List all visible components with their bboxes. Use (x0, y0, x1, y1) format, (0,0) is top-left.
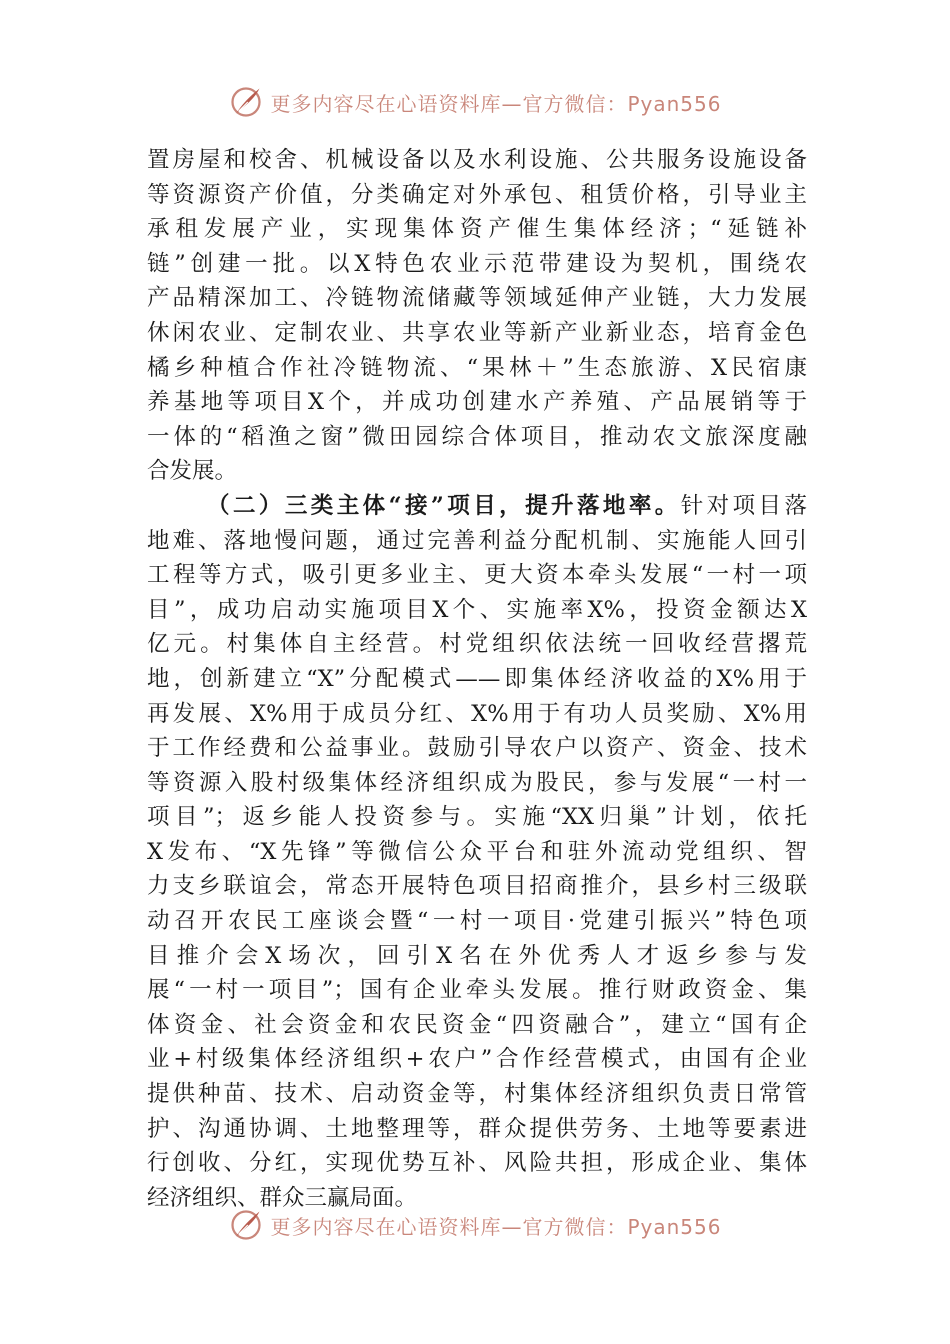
feather-pen-icon (228, 1207, 264, 1240)
body-line: 一体的“稻渔之窗”微田园综合体项目，推动农文旅深度融 (147, 423, 807, 450)
body-line: 体资金、社会资金和农民资金“四资融合”，建立“国有企 (147, 1011, 807, 1038)
body-line: 经济组织、群众三赢局面。 (147, 1184, 418, 1211)
watermark-text: 更多内容尽在心语资料库—官方微信：Pyan556 (270, 1214, 722, 1239)
body-line: 力支乡联谊会，常态开展特色项目招商推介，县乡村三级联 (147, 873, 807, 900)
footer-watermark (0, 1202, 950, 1240)
body-line: 动召开农民工座谈会暨“一村一项目·党建引振兴”特色项 (147, 908, 807, 935)
body-line: 工程等方式，吸引更多业主、更大资本牵头发展“一村一项 (147, 562, 807, 589)
body-line: 亿元。村集体自主经营。村党组织依法统一回收经营撂荒 (147, 631, 807, 658)
body-line: 于工作经费和公益事业。鼓励引导农户以资产、资金、技术 (147, 735, 807, 762)
body-line: 休闲农业、定制农业、共享农业等新产业新业态，培育金色 (147, 319, 807, 346)
document-body (147, 143, 807, 1215)
section-heading-line (147, 489, 807, 524)
body-line: 项目”；返乡能人投资参与。实施“XX归巢”计划，依托 (147, 804, 807, 831)
body-line: 合发展。 (147, 458, 238, 485)
body-text: 针对项目落 (680, 492, 807, 519)
body-line: 护、沟通协调、土地整理等，群众提供劳务、土地等要素进 (147, 1115, 807, 1142)
body-line: 目”，成功启动实施项目X个、实施率X%，投资金额达X (147, 596, 807, 623)
body-line: 等资源入股村级集体经济组织成为股民，参与发展“一村一 (147, 769, 807, 796)
body-line: 地，创新建立“X”分配模式——即集体经济收益的X%用于 (147, 665, 807, 692)
section-heading: （二）三类主体“接”项目，提升落地率。 (207, 492, 681, 519)
body-line: X发布、“X先锋”等微信公众平台和驻外流动党组织、智 (147, 838, 807, 865)
body-line: 链”创建一批。以X特色农业示范带建设为契机，围绕农 (147, 250, 807, 277)
body-line: 提供种苗、技术、启动资金等，村集体经济组织负责日常管 (147, 1081, 807, 1108)
body-line: 行创收、分红，实现优势互补、风险共担，形成企业、集体 (147, 1150, 807, 1177)
body-line: 养基地等项目X个，并成功创建水产养殖、产品展销等于 (147, 389, 807, 416)
body-line: 承租发展产业，实现集体资产催生集体经济；“延链补 (147, 216, 807, 243)
body-line: 再发展、X%用于成员分红、X%用于有功人员奖励、X%用 (147, 700, 807, 727)
body-line: 展“一村一项目”；国有企业牵头发展。推行财政资金、集 (147, 977, 807, 1004)
feather-pen-icon (228, 84, 264, 120)
header-watermark (0, 82, 950, 122)
body-line: 目推介会X场次，回引X名在外优秀人才返乡参与发 (147, 942, 807, 969)
body-line: 等资源资产价值，分类确定对外承包、租赁价格，引导业主 (147, 181, 807, 208)
body-line: 产品精深加工、冷链物流储藏等领域延伸产业链，大力发展 (147, 285, 807, 312)
body-line: 橘乡种植合作社冷链物流、“果林＋”生态旅游、X民宿康 (147, 354, 807, 381)
body-line: 业+村级集体经济组织+农户”合作经营模式，由国有企业 (147, 1046, 807, 1073)
watermark-text: 更多内容尽在心语资料库—官方微信：Pyan556 (270, 91, 722, 116)
body-line: 地难、落地慢问题，通过完善利益分配机制、实施能人回引 (147, 527, 807, 554)
body-line: 置房屋和校舍、机械设备以及水利设施、公共服务设施设备 (147, 147, 807, 173)
